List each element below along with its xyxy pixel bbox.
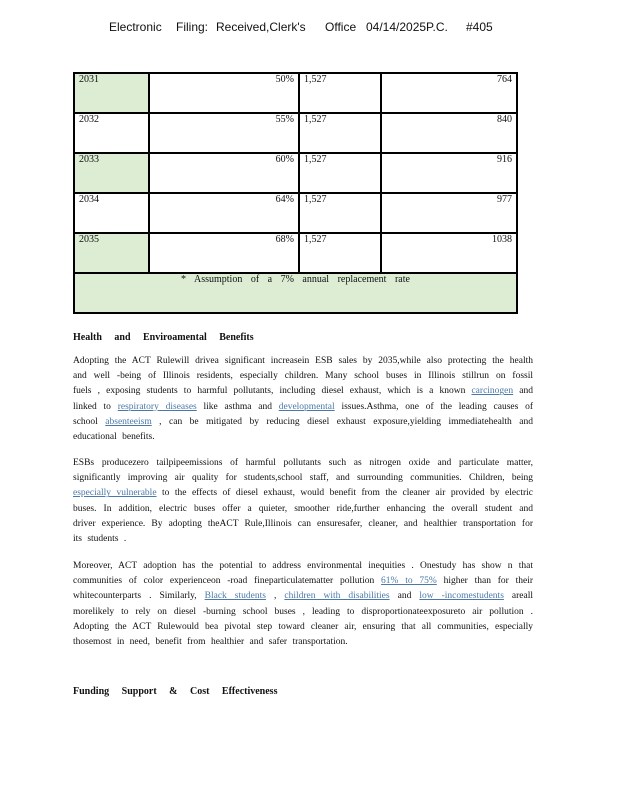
value-cell: 977 — [381, 193, 517, 233]
count-cell: 1,527 — [299, 153, 381, 193]
year-cell: 2031 — [74, 73, 149, 113]
developmental-link[interactable]: developmental — [278, 401, 335, 412]
health-heading: Health and Enviroamental Benefits — [73, 332, 254, 343]
value-cell: 764 — [381, 73, 517, 113]
percent-cell: 64% — [149, 193, 299, 233]
header-received: Received,Clerk's — [216, 20, 306, 34]
percent-cell: 55% — [149, 113, 299, 153]
percent-cell: 68% — [149, 233, 299, 273]
carcinogen-link[interactable]: carcinogen — [471, 386, 514, 397]
health-paragraph-1 — [73, 354, 533, 445]
year-cell: 2033 — [74, 153, 149, 193]
black-students-link[interactable]: Black students — [204, 591, 266, 602]
paragraph-text: and — [389, 591, 420, 602]
paragraph-text: issues.Asthma, one of the leading causes of school — [73, 401, 534, 427]
paragraph-text: to the effects of diesel exhaust, would benefit from the cleaner air provided by electric buses. In addition, electric buses offer a quieter, smoother ride,further enhancing the overall student and driver experience. By adopting theACT Rule,Illinois can ensuresafer, cleaner, and healthier transportation for its students . — [73, 488, 533, 545]
table-row — [74, 73, 517, 113]
paragraph-text: areall morelikely to rely on diesel -burning school buses , leading to disproportionateexposureto air pollution . Adopting the ACT Rulewould bea pivotal step toward cleaner air, ensuring that all communities, especially thosemost in need, benefit from healthier and safer transportation. — [73, 591, 534, 648]
value-cell: 1038 — [381, 233, 517, 273]
health-paragraph-3 — [73, 559, 533, 650]
paragraph-text: like asthma and — [196, 401, 279, 412]
table-row — [74, 193, 517, 233]
header-date: 04/14/2025P.C. — [366, 20, 448, 34]
header-electronic: Electronic — [109, 20, 162, 34]
absenteeism-link[interactable]: absenteeism — [105, 416, 152, 427]
funding-heading: Funding Support & Cost Effectiveness — [73, 686, 278, 697]
table-row — [74, 233, 517, 273]
pollution-percent-link[interactable]: 61% to 75% — [381, 576, 437, 587]
year-cell: 2034 — [74, 193, 149, 233]
year-cell: 2035 — [74, 233, 149, 273]
paragraph-text: Moreover, ACT adoption has the potential to address environmental inequities . Onestudy has show n that communities of color experienceon -road fineparticulatematter pollution — [73, 561, 533, 587]
respiratory-diseases-link[interactable]: respiratory diseases — [117, 401, 197, 412]
children-disabilities-link[interactable]: children with disabilities — [284, 591, 390, 602]
table-footnote: * Assumption of a 7% annual replacement rate — [74, 273, 517, 313]
paragraph-text: , — [265, 591, 285, 602]
value-cell: 916 — [381, 153, 517, 193]
table-row — [74, 153, 517, 193]
percent-cell: 60% — [149, 153, 299, 193]
header-office: Office — [325, 20, 357, 34]
paragraph-text: , can be mitigated by reducing diesel exhaust exposure,yielding immediatehealth and educational benefits. — [73, 416, 533, 443]
year-cell: 2032 — [74, 113, 149, 153]
paragraph-text: Adopting the ACT Rulewill drivea significant increasein ESB sales by 2035,while also protecting the health and well -being of Illinois residents, especially children. Many school buses in Illinois stillrun on fossil fuels , exposing students to harmful pollutants, including diesel exhaust, which is a known — [73, 356, 533, 397]
paragraph-text: ESBs producezero tailpipeemissions of harmful pollutants such as nitrogen oxide and particulate matter, significantly improving air quality for students,school staff, and surrounding communities. Children, being — [73, 458, 533, 484]
table-row — [74, 113, 517, 153]
especially-vulnerable-link[interactable]: especially vulnerable — [73, 488, 157, 499]
header-filing: Filing: — [176, 20, 209, 34]
count-cell: 1,527 — [299, 113, 381, 153]
paragraph-text: and linked to — [73, 386, 533, 412]
count-cell: 1,527 — [299, 233, 381, 273]
health-paragraph-2 — [73, 456, 533, 547]
table-footnote-row — [74, 273, 517, 313]
value-cell: 840 — [381, 113, 517, 153]
paragraph-text: higher than for their whitecounterparts . Similarly, — [73, 576, 533, 602]
header-number: #405 — [466, 20, 493, 34]
percent-cell: 50% — [149, 73, 299, 113]
replacement-table — [73, 72, 518, 314]
count-cell: 1,527 — [299, 193, 381, 233]
low-income-students-link[interactable]: low -incomestudents — [419, 591, 504, 602]
count-cell: 1,527 — [299, 73, 381, 113]
